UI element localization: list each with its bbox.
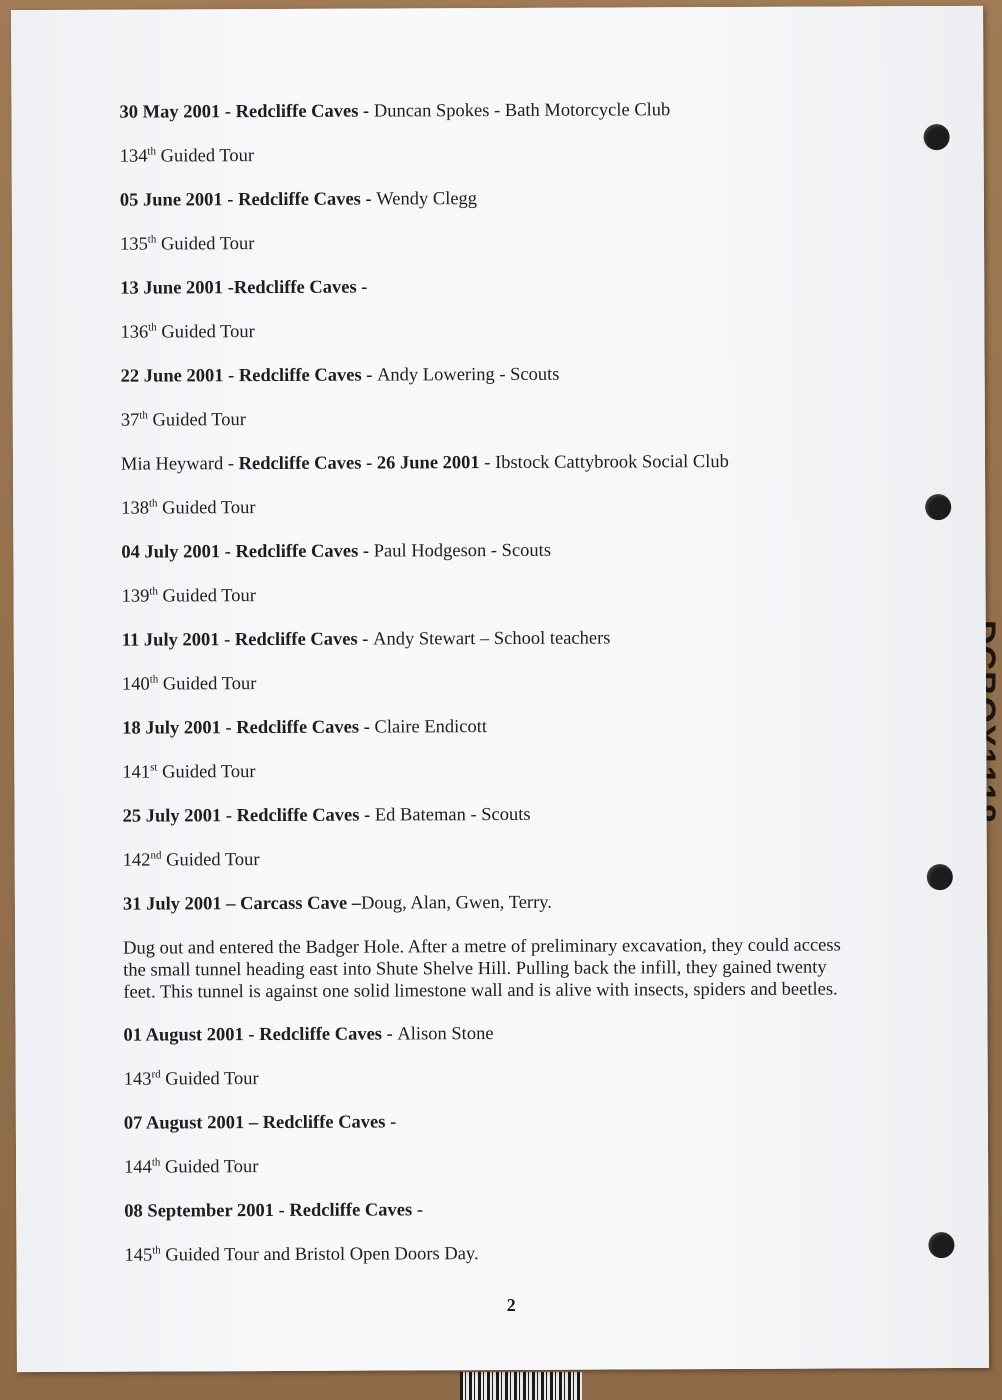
barcode [460,1372,582,1400]
tour-line: 37th Guided Tour [120,409,246,431]
entry-heading: 30 May 2001 - Redcliffe Caves - Duncan Spokes - Bath Motorcycle Club [119,100,671,123]
entry-heading: 08 September 2001 - Redcliffe Caves - [124,1200,424,1222]
tour-line: 142nd Guided Tour [122,849,260,871]
entry-heading: 11 July 2001 - Redcliffe Caves - Andy Stewart – School teachers [121,628,611,651]
entry-heading: 01 August 2001 - Redcliffe Caves - Alison Stone [123,1024,494,1046]
entry-heading: 13 June 2001 -Redcliffe Caves - [120,277,368,299]
entry-paragraph [123,934,883,1003]
entry-heading: Mia Heyward - Redcliffe Caves - 26 June 2001 - Ibstock Cattybrook Social Club [120,451,729,475]
tour-line: 145th Guided Tour and Bristol Open Doors Day. [124,1244,479,1266]
tour-line: 135th Guided Tour [120,233,255,255]
punch-hole [925,494,951,520]
tour-line: 144th Guided Tour [124,1156,259,1178]
punch-hole [924,124,950,150]
entry-heading: 05 June 2001 - Redcliffe Caves - Wendy Clegg [119,189,478,211]
page-number: 2 [506,1294,516,1315]
paragraph-line: feet. This tunnel is against one solid limestone wall and is alive with insects, spiders and beetles. [123,979,838,1003]
tour-line: 138th Guided Tour [121,497,256,519]
tour-line: 143rd Guided Tour [123,1068,259,1090]
entry-heading: 25 July 2001 - Redcliffe Caves - Ed Bateman - Scouts [122,804,531,827]
punch-hole [927,864,953,890]
tour-line: 141st Guided Tour [122,761,256,783]
entry-heading: 22 June 2001 - Redcliffe Caves - Andy Lowering - Scouts [120,364,560,387]
document-page [11,6,989,1372]
punch-hole [928,1232,954,1258]
log-entries [119,98,894,1288]
tour-line: 139th Guided Tour [121,585,256,607]
tour-line: 136th Guided Tour [120,321,255,343]
entry-heading: 07 August 2001 – Redcliffe Caves - [123,1112,397,1134]
tour-line: 134th Guided Tour [119,145,255,167]
entry-heading: 31 July 2001 – Carcass Cave –Doug, Alan, Gwen, Terry. [122,892,552,915]
paragraph-line: the small tunnel heading east into Shute Shelve Hill. Pulling back the infill, they gained twenty [123,957,827,981]
tour-line: 140th Guided Tour [121,673,257,695]
entry-heading: 18 July 2001 - Redcliffe Caves - Claire Endicott [122,717,488,739]
paragraph-line: Dug out and entered the Badger Hole. After a metre of preliminary excavation, they could access [123,935,841,959]
entry-heading: 04 July 2001 - Redcliffe Caves - Paul Hodgeson - Scouts [121,540,552,563]
